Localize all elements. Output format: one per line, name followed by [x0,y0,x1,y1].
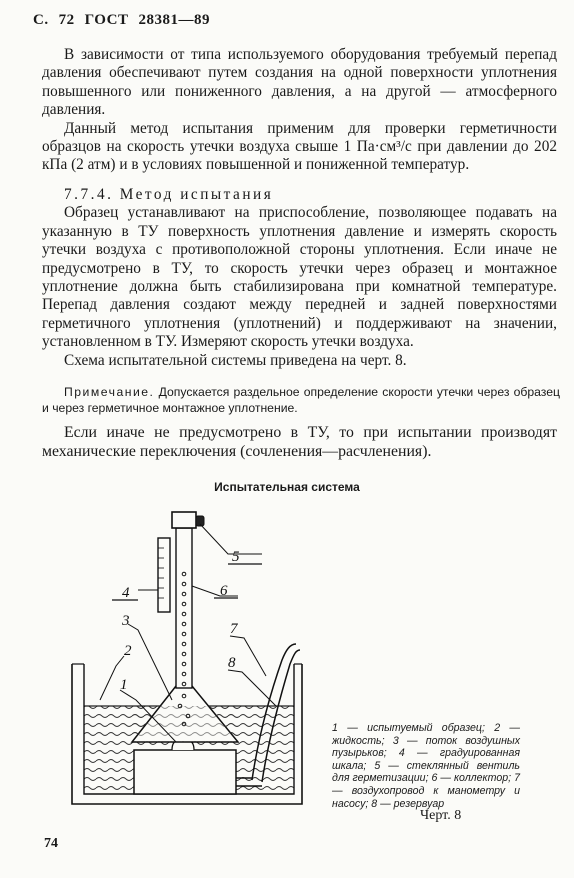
paragraph-pressure: В зависимости от типа используемого оборудования требуемый перепад давления обеспечивают путем создания на одной поверхности уплотнения повышенного или пониженного давления, а на другой — атмосферного давления. [42,46,557,119]
callout-7: 7 [230,621,238,637]
page-prefix: С. [33,12,49,28]
figure-title: Испытательная система [214,480,360,494]
section-body: Образец устанавливают на приспособление, позволяющее подавать на указанную в ТУ поверхность уплотнения давление и измерять скорость утечки воздуха с противоположной стороны уплотнения. Если иначе не предусмотрено в ТУ, то скорость утечки через образец и монтажное уплотнение должна быть стабилизирована при комнатной температуре. Перепад давления создают между передней и задней поверхностями герметичного уплотнения (уплотнений) и поддерживают на значении, установленном в ТУ. Измеряют скорость утечки воздуха. [42,204,557,351]
scheme-reference: Схема испытательной системы приведена на черт. 8. [64,351,407,369]
figure-legend: 1 — испытуемый образец; 2 — жидкость; 3 — поток воздушных пузырьков; 4 — градуированная шкала; 5 — стеклянный вентиль для герметизации; 6 — коллектор; 7 — воздухопровод к манометру и насосу; 8 — резервуар [332,722,520,810]
callout-3: 3 [122,613,130,629]
glass-valve [172,512,196,528]
paragraph-method-scope: Данный метод испытания применим для проверки герметичности образцов на скорость утечки воздуха свыше 1 Па·см³/с при давлении до 202 кПа (2 атм) и в условиях повышенной и пониженной температур. [42,119,557,174]
callout-1: 1 [120,677,128,693]
callout-5: 5 [232,549,240,565]
graduated-scale [158,538,170,612]
callout-6: 6 [220,583,228,599]
standard-label: ГОСТ [84,12,129,28]
note-label: Примечание. [64,385,155,399]
standard-number: 28381—89 [138,12,210,28]
section-heading: 7.7.4. Метод испытания [64,186,274,203]
graduated-tube [176,528,192,688]
page-number-bottom: 74 [44,836,58,851]
note-text: Допускается раздельное определение скорости утечки через образец и через герметичное монтажное уплотнение. [42,385,561,415]
callout-4: 4 [122,585,130,601]
callout-8: 8 [228,655,236,671]
fixture-base [134,750,236,794]
after-note-paragraph: Если иначе не предусмотрено в ТУ, то при испытании производят механические переключения (сочленения—расчленения). [42,424,557,460]
figure-caption: Черт. 8 [420,808,462,823]
callout-2: 2 [124,643,132,659]
page-number-top: 72 [58,12,75,28]
